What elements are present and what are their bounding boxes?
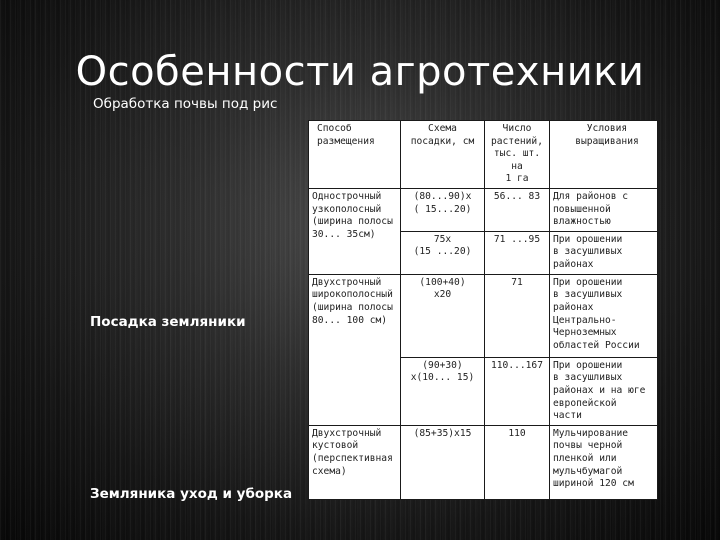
conditions-cell: При орошении в засушливых районах Центрально- Черноземных областей России (550, 274, 658, 357)
table-row (309, 425, 658, 499)
table-row (309, 188, 658, 231)
table-header-row (309, 121, 658, 189)
scheme-cell: (90+30) х(10... 15) (401, 357, 485, 425)
header-conditions: Условия выращивания (550, 121, 658, 189)
scheme-cell: (80...90)х ( 15...20) (401, 188, 485, 231)
count-cell: 71 ...95 (485, 231, 550, 274)
table-row (309, 274, 658, 357)
scheme-cell: 75х (15 ...20) (401, 231, 485, 274)
cultivation-table-image (308, 120, 657, 490)
slide-subtitle: Обработка почвы под рис (93, 96, 278, 112)
scheme-cell: (85+35)х15 (401, 425, 485, 499)
header-scheme: Схема посадки, см (401, 121, 485, 189)
cultivation-table (308, 120, 658, 500)
conditions-cell: Для районов с повышенной влажностью (550, 188, 658, 231)
method-cell: Однострочный узкополосный (ширина полосы 30... 35см) (309, 188, 401, 274)
label-care: Земляника уход и уборка (90, 486, 293, 502)
header-count: Число растений, тыс. шт. на 1 га (485, 121, 550, 189)
label-planting: Посадка земляники (90, 314, 246, 330)
slide-title: Особенности агротехники (75, 49, 645, 95)
method-cell: Двухстрочный широкополосный (ширина полосы 80... 100 см) (309, 274, 401, 425)
method-cell: Двухстрочный кустовой (перспективная схема) (309, 425, 401, 499)
scheme-cell: (100+40) х20 (401, 274, 485, 357)
conditions-cell: Мульчирование почвы черной пленкой или мульчбумагой шириной 120 см (550, 425, 658, 499)
count-cell: 56... 83 (485, 188, 550, 231)
count-cell: 110...167 (485, 357, 550, 425)
conditions-cell: При орошении в засушливых районах и на юге европейской части (550, 357, 658, 425)
conditions-cell: При орошении в засушливых районах (550, 231, 658, 274)
count-cell: 71 (485, 274, 550, 357)
header-method: Способ размещения (309, 121, 401, 189)
count-cell: 110 (485, 425, 550, 499)
